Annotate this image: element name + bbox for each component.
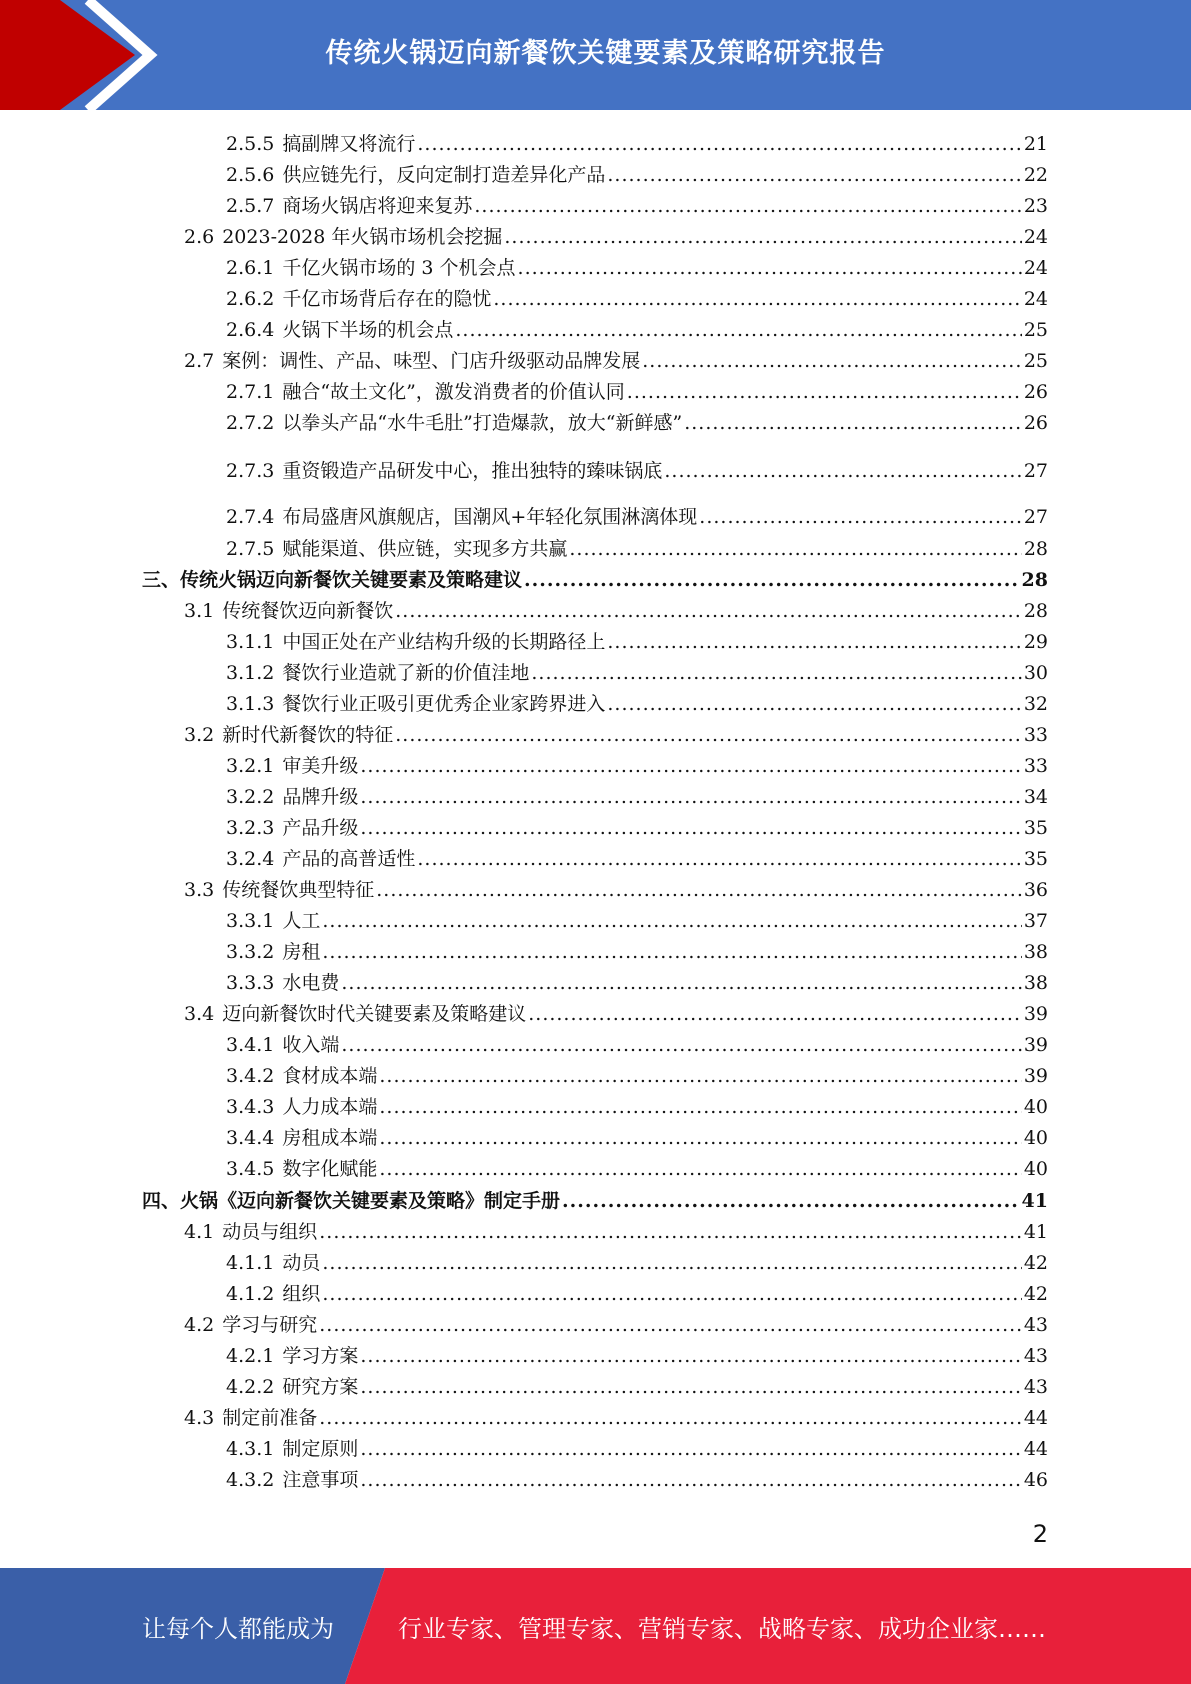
toc-dot-leader (455, 316, 1021, 344)
toc-dot-leader (417, 845, 1021, 873)
toc-entry[interactable] (226, 845, 1048, 873)
toc-entry-title: 2023-2028 年火锅市场机会挖掘 (222, 226, 503, 248)
toc-dot-leader (395, 597, 1022, 625)
toc-entry-title: 动员 (282, 1252, 321, 1274)
toc-entry[interactable] (226, 1280, 1048, 1308)
toc-entry-number: 2.7.5 (226, 538, 275, 560)
toc-entry-title: 火锅下半场的机会点 (282, 319, 454, 341)
toc-entry[interactable] (226, 254, 1048, 282)
toc-dot-leader (379, 1155, 1021, 1183)
toc-entry[interactable] (226, 1155, 1048, 1183)
toc-entry-title: 品牌升级 (282, 786, 359, 808)
toc-entry-title: 房租 (282, 941, 321, 963)
toc-entry-number: 3.1 (184, 600, 215, 622)
toc-entry-number: 3.3.1 (226, 910, 275, 932)
toc-entry[interactable] (226, 628, 1048, 656)
toc-dot-leader (360, 783, 1021, 811)
toc-entry-number: 4.3 (184, 1407, 215, 1429)
toc-entry-title: 水电费 (282, 972, 340, 994)
toc-entry-number: 3.4 (184, 1003, 215, 1025)
toc-entry-page: 36 (1023, 879, 1048, 901)
toc-entry-number: 4.3.1 (226, 1438, 275, 1460)
toc-entry-number: 2.6.2 (226, 288, 275, 310)
report-title: 传统火锅迈向新餐饮关键要素及策略研究报告 (325, 37, 886, 69)
toc-entry-page: 43 (1023, 1345, 1048, 1367)
toc-entry-title: 组织 (282, 1283, 321, 1305)
toc-entry-title: 供应链先行，反向定制打造差异化产品 (282, 164, 606, 186)
toc-entry[interactable] (184, 876, 1048, 904)
toc-dot-leader (379, 1093, 1021, 1121)
toc-entry-title: 注意事项 (282, 1469, 359, 1491)
toc-entry-page: 25 (1023, 319, 1048, 341)
toc-entry-title: 人力成本端 (282, 1096, 378, 1118)
toc-entry-title: 传统火锅迈向新餐饮关键要素及策略建议 (180, 569, 523, 591)
toc-entry[interactable] (184, 223, 1048, 251)
toc-entry-page: 29 (1023, 631, 1048, 653)
toc-entry-page: 26 (1023, 381, 1048, 403)
toc-dot-leader (569, 535, 1021, 563)
page-number: 2 (1032, 1520, 1048, 1548)
toc-entry-number: 3.4.5 (226, 1158, 275, 1180)
toc-entry-number: 2.7.1 (226, 381, 275, 403)
toc-dot-leader (524, 566, 1020, 594)
toc-dot-leader (322, 1280, 1021, 1308)
toc-entry[interactable] (226, 457, 1048, 485)
toc-entry-number: 2.5.6 (226, 164, 275, 186)
toc-entry-page: 27 (1023, 460, 1048, 482)
toc-entry-number: 3.3 (184, 879, 215, 901)
toc-dot-leader (322, 1249, 1021, 1277)
toc-dot-leader (395, 721, 1022, 749)
toc-entry-number: 4.2 (184, 1314, 215, 1336)
toc-entry-page: 41 (1021, 1190, 1048, 1212)
toc-entry-title: 产品升级 (282, 817, 359, 839)
toc-entry-page: 24 (1023, 288, 1048, 310)
toc-entry[interactable] (226, 1093, 1048, 1121)
toc-entry-page: 28 (1023, 600, 1048, 622)
toc-entry-number: 3.1.2 (226, 662, 275, 684)
toc-dot-leader (319, 1404, 1022, 1432)
toc-entry[interactable] (184, 347, 1048, 375)
toc-entry-title: 数字化赋能 (282, 1158, 378, 1180)
toc-entry-number: 3.4.2 (226, 1065, 275, 1087)
toc-entry-title: 千亿市场背后存在的隐忧 (282, 288, 492, 310)
toc-entry-number: 4.1 (184, 1221, 215, 1243)
toc-entry-title: 传统餐饮迈向新餐饮 (222, 600, 394, 622)
toc-dot-leader (642, 347, 1022, 375)
toc-dot-leader (664, 457, 1021, 485)
toc-entry-title: 火锅《迈向新餐饮关键要素及策略》制定手册 (180, 1190, 561, 1212)
toc-entry-page: 27 (1023, 506, 1048, 528)
toc-entry-title: 制定前准备 (222, 1407, 318, 1429)
toc-entry-title: 布局盛唐风旗舰店，国潮风+年轻化氛围淋漓体现 (282, 506, 698, 528)
toc-dot-leader (607, 690, 1021, 718)
toc-entry-number: 4.3.2 (226, 1469, 275, 1491)
toc-entry-number: 2.5.7 (226, 195, 275, 217)
toc-entry-page: 28 (1023, 538, 1048, 560)
toc-entry[interactable] (184, 1404, 1048, 1432)
toc-dot-leader (322, 938, 1021, 966)
toc-entry-number: 3.4.1 (226, 1034, 275, 1056)
toc-entry-title: 新时代新餐饮的特征 (222, 724, 394, 746)
toc-entry-page: 39 (1023, 1034, 1048, 1056)
toc-entry-number: 3.2 (184, 724, 215, 746)
toc-entry-number: 3.1.3 (226, 693, 275, 715)
toc-entry[interactable] (226, 690, 1048, 718)
toc-entry-title: 人工 (282, 910, 321, 932)
toc-entry-number: 4.1.2 (226, 1283, 275, 1305)
toc-dot-leader (319, 1311, 1022, 1339)
toc-entry[interactable] (226, 969, 1048, 997)
toc-entry[interactable] (226, 1124, 1048, 1152)
toc-dot-leader (531, 659, 1021, 687)
toc-entry[interactable] (226, 1373, 1048, 1401)
toc-entry-page: 38 (1023, 941, 1048, 963)
toc-entry-page: 39 (1023, 1065, 1048, 1087)
toc-entry[interactable] (184, 1218, 1048, 1246)
toc-dot-leader (360, 1435, 1021, 1463)
toc-entry[interactable] (226, 1466, 1048, 1494)
toc-dot-leader (360, 752, 1021, 780)
toc-entry-number: 2.5.5 (226, 133, 275, 155)
toc-entry-page: 30 (1023, 662, 1048, 684)
toc-entry[interactable] (184, 1311, 1048, 1339)
toc-dot-leader (376, 876, 1022, 904)
toc-entry-title: 案例：调性、产品、味型、门店升级驱动品牌发展 (222, 350, 641, 372)
toc-entry-number: 四、 (142, 1190, 181, 1212)
toc-dot-leader (379, 1062, 1021, 1090)
toc-entry[interactable] (226, 378, 1048, 406)
footer-slogan-right: 行业专家、管理专家、营销专家、战略专家、成功企业家…… (398, 1614, 1046, 1643)
toc-entry-page: 33 (1023, 724, 1048, 746)
toc-entry-page: 44 (1023, 1407, 1048, 1429)
toc-entry-number: 4.1.1 (226, 1252, 275, 1274)
toc-entry-page: 43 (1023, 1376, 1048, 1398)
toc-entry-page: 40 (1023, 1127, 1048, 1149)
toc-entry-number: 3.2.1 (226, 755, 275, 777)
toc-entry-number: 2.7.3 (226, 460, 275, 482)
toc-entry-number: 2.7 (184, 350, 215, 372)
toc-entry-page: 24 (1023, 257, 1048, 279)
toc-entry-title: 学习方案 (282, 1345, 359, 1367)
toc-dot-leader (319, 1218, 1022, 1246)
toc-entry-number: 4.2.2 (226, 1376, 275, 1398)
toc-entry-page: 21 (1023, 133, 1048, 155)
toc-entry[interactable] (226, 316, 1048, 344)
toc-entry[interactable] (226, 130, 1048, 158)
toc-entry-title: 搞副牌又将流行 (282, 133, 416, 155)
toc-entry[interactable] (226, 752, 1048, 780)
toc-entry-page: 34 (1023, 786, 1048, 808)
toc-entry-title: 迈向新餐饮时代关键要素及策略建议 (222, 1003, 527, 1025)
toc-dot-leader (518, 254, 1022, 282)
toc-entry[interactable] (142, 566, 1048, 594)
toc-dot-leader (322, 907, 1021, 935)
toc-dot-leader (627, 378, 1022, 406)
toc-entry-number: 2.7.2 (226, 412, 275, 434)
toc-entry[interactable] (226, 1342, 1048, 1370)
toc-entry[interactable] (226, 503, 1048, 531)
toc-entry-page: 37 (1023, 910, 1048, 932)
toc-entry-number: 3.3.2 (226, 941, 275, 963)
toc-entry-number: 2.6.4 (226, 319, 275, 341)
toc-entry-page: 39 (1023, 1003, 1048, 1025)
toc-entry[interactable] (226, 907, 1048, 935)
toc-entry-title: 千亿火锅市场的 3 个机会点 (282, 257, 516, 279)
toc-entry-page: 44 (1023, 1438, 1048, 1460)
toc-entry[interactable] (226, 814, 1048, 842)
toc-dot-leader (504, 223, 1021, 251)
toc-entry-title: 商场火锅店将迎来复苏 (282, 195, 473, 217)
toc-dot-leader (607, 161, 1021, 189)
toc-entry[interactable] (184, 1000, 1048, 1028)
toc-dot-leader (379, 1124, 1021, 1152)
toc-dot-leader (360, 1373, 1021, 1401)
toc-entry-page: 22 (1023, 164, 1048, 186)
toc-dot-leader (684, 409, 1022, 437)
toc-entry-title: 食材成本端 (282, 1065, 378, 1087)
toc-entry-title: 房租成本端 (282, 1127, 378, 1149)
toc-entry-page: 32 (1023, 693, 1048, 715)
toc-entry-page: 46 (1023, 1469, 1048, 1491)
toc-entry-page: 40 (1023, 1158, 1048, 1180)
page-header (0, 0, 1191, 110)
toc-entry[interactable] (142, 1187, 1048, 1215)
toc-dot-leader (562, 1187, 1020, 1215)
toc-entry[interactable] (226, 1249, 1048, 1277)
toc-entry[interactable] (226, 285, 1048, 313)
toc-entry-page: 24 (1023, 226, 1048, 248)
toc-entry-number: 2.6.1 (226, 257, 275, 279)
toc-entry-number: 3.3.3 (226, 972, 275, 994)
toc-entry-page: 26 (1023, 412, 1048, 434)
toc-entry[interactable] (184, 721, 1048, 749)
toc-dot-leader (474, 192, 1021, 220)
toc-dot-leader (360, 1342, 1021, 1370)
toc-entry-page: 35 (1023, 848, 1048, 870)
toc-dot-leader (341, 1031, 1021, 1059)
toc-entry-number: 3.1.1 (226, 631, 275, 653)
page-footer (0, 1568, 1191, 1684)
toc-entry-title: 研究方案 (282, 1376, 359, 1398)
toc-entry-page: 40 (1023, 1096, 1048, 1118)
toc-entry[interactable] (226, 783, 1048, 811)
toc-entry[interactable] (226, 1031, 1048, 1059)
toc-entry[interactable] (226, 1435, 1048, 1463)
toc-entry[interactable] (226, 161, 1048, 189)
toc-entry-title: 审美升级 (282, 755, 359, 777)
toc-dot-leader (360, 814, 1021, 842)
toc-entry-page: 28 (1021, 569, 1048, 591)
toc-dot-leader (528, 1000, 1022, 1028)
toc-entry[interactable] (226, 192, 1048, 220)
toc-dot-leader (341, 969, 1021, 997)
toc-entry-number: 三、 (142, 569, 181, 591)
toc-entry-page: 41 (1023, 1221, 1048, 1243)
toc-entry-number: 2.6 (184, 226, 215, 248)
toc-entry-page: 38 (1023, 972, 1048, 994)
toc-dot-leader (607, 628, 1021, 656)
toc-entry-number: 4.2.1 (226, 1345, 275, 1367)
toc-entry-title: 赋能渠道、供应链，实现多方共赢 (282, 538, 568, 560)
toc-entry-number: 3.4.3 (226, 1096, 275, 1118)
toc-entry-title: 餐饮行业正吸引更优秀企业家跨界进入 (282, 693, 606, 715)
toc-entry-page: 42 (1023, 1283, 1048, 1305)
toc-entry-title: 以拳头产品“水牛毛肚”打造爆款，放大“新鲜感” (282, 412, 683, 434)
toc-entry-title: 动员与组织 (222, 1221, 318, 1243)
toc-dot-leader (493, 285, 1021, 313)
toc-entry-title: 产品的高普适性 (282, 848, 416, 870)
toc-entry-number: 3.4.4 (226, 1127, 275, 1149)
toc-entry[interactable] (184, 597, 1048, 625)
toc-dot-leader (699, 503, 1022, 531)
toc-entry-title: 重资锻造产品研发中心，推出独特的臻味锅底 (282, 460, 663, 482)
toc-entry[interactable] (226, 409, 1048, 437)
toc-dot-leader (417, 130, 1021, 158)
toc-entry-number: 2.7.4 (226, 506, 275, 528)
toc-entry-title: 传统餐饮典型特征 (222, 879, 375, 901)
toc-entry-page: 23 (1023, 195, 1048, 217)
toc-entry-number: 3.2.3 (226, 817, 275, 839)
toc-entry-number: 3.2.2 (226, 786, 275, 808)
toc-entry[interactable] (226, 938, 1048, 966)
footer-slogan-left: 让每个人都能成为 (142, 1614, 334, 1643)
toc-entry[interactable] (226, 535, 1048, 563)
toc-entry-number: 3.2.4 (226, 848, 275, 870)
toc-entry-page: 25 (1023, 350, 1048, 372)
toc-entry-title: 餐饮行业造就了新的价值洼地 (282, 662, 530, 684)
toc-entry-title: 学习与研究 (222, 1314, 318, 1336)
toc-entry-page: 43 (1023, 1314, 1048, 1336)
toc-entry-page: 33 (1023, 755, 1048, 777)
toc-entry[interactable] (226, 659, 1048, 687)
toc-entry-title: 收入端 (282, 1034, 340, 1056)
toc-entry-title: 中国正处在产业结构升级的长期路径上 (282, 631, 606, 653)
toc-entry-title: 制定原则 (282, 1438, 359, 1460)
toc-entry[interactable] (226, 1062, 1048, 1090)
toc-dot-leader (360, 1466, 1021, 1494)
toc-entry-page: 42 (1023, 1252, 1048, 1274)
toc-entry-title: 融合“故土文化”，激发消费者的价值认同 (282, 381, 625, 403)
toc-entry-page: 35 (1023, 817, 1048, 839)
